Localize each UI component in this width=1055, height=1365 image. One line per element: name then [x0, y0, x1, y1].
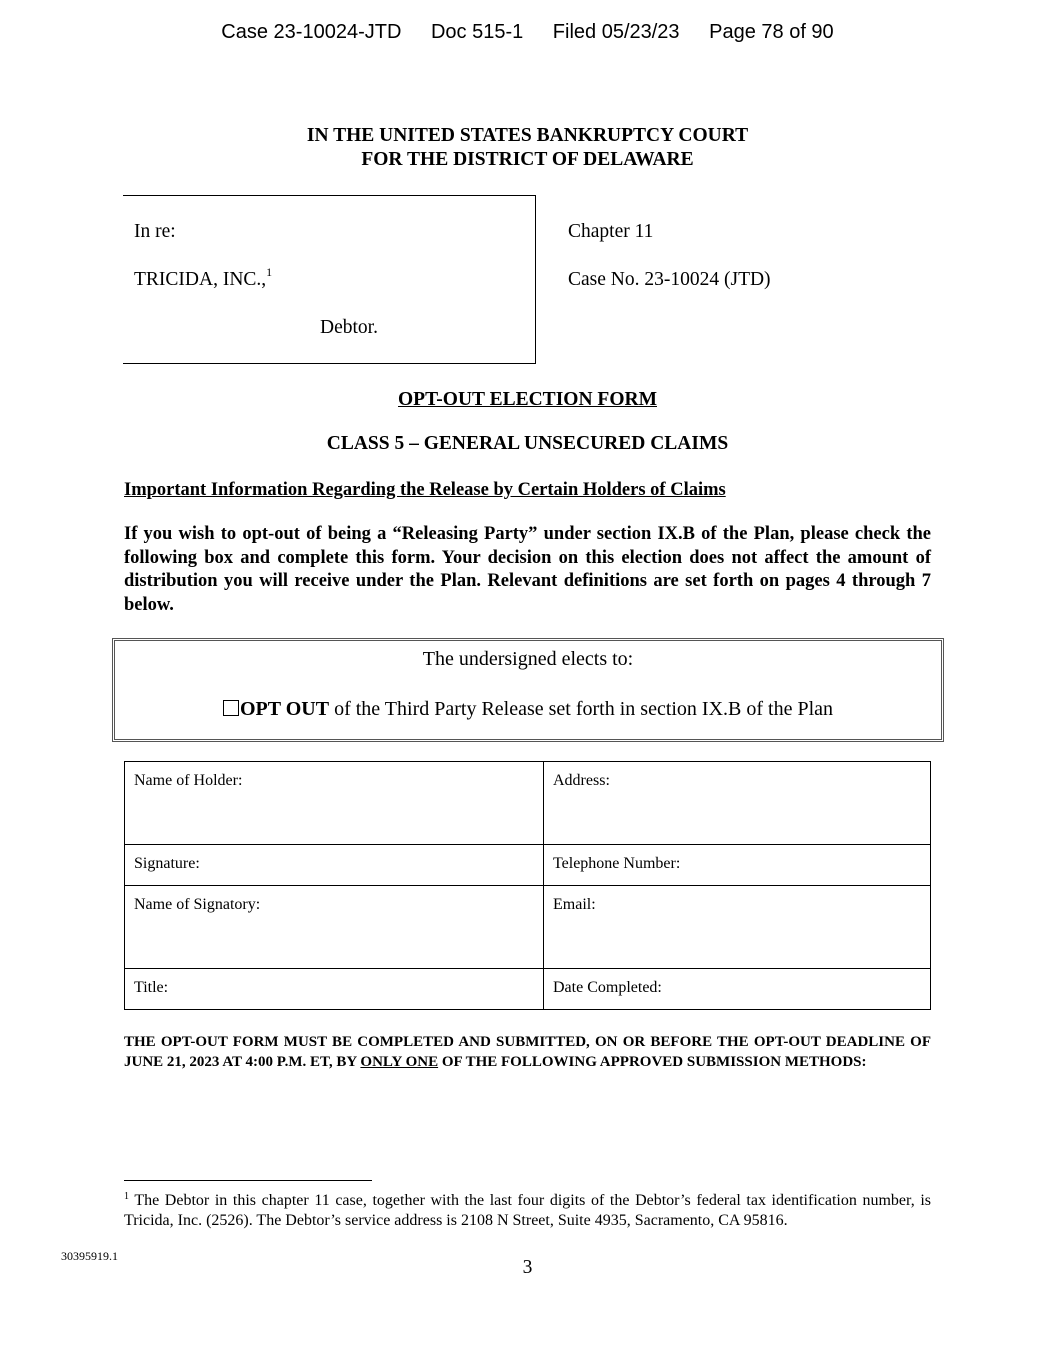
opt-out-option[interactable] — [115, 696, 941, 722]
opt-out-bold: OPT OUT — [239, 698, 330, 720]
case-no-label: Case No. 23-10024 (JTD) — [568, 269, 771, 290]
name-of-holder-field[interactable]: Name of Holder: — [125, 762, 544, 845]
case-number: Case 23-10024-JTD — [221, 21, 402, 43]
signature-field[interactable]: Signature: — [125, 845, 544, 886]
doc-number: Doc 515-1 — [430, 21, 524, 43]
case-header — [0, 19, 1055, 45]
page-of: Page 78 of 90 — [709, 21, 834, 43]
opt-out-checkbox[interactable] — [223, 700, 239, 716]
debtor-label: Debtor. — [320, 317, 378, 338]
election-heading: The undersigned elects to: — [422, 648, 634, 670]
form-title: OPT-OUT ELECTION FORM — [398, 389, 657, 410]
document-id: 30395919.1 — [61, 1249, 118, 1263]
chapter-label: Chapter 11 — [568, 221, 654, 242]
telephone-field[interactable]: Telephone Number: — [544, 845, 931, 886]
address-field[interactable]: Address: — [544, 762, 931, 845]
filed-date: Filed 05/23/23 — [552, 21, 680, 43]
date-completed-field[interactable]: Date Completed: — [544, 969, 931, 1010]
email-field[interactable]: Email: — [544, 886, 931, 969]
name-of-signatory-field[interactable]: Name of Signatory: — [125, 886, 544, 969]
page-number: 3 — [522, 1257, 533, 1278]
court-name-line2: FOR THE DISTRICT OF DELAWARE — [361, 149, 694, 170]
title-field[interactable]: Title: — [125, 969, 544, 1010]
footnote-divider — [124, 1180, 372, 1181]
important-heading: Important Information Regarding the Release by Certain Holders of Claims — [124, 480, 726, 500]
deadline-notice: THE OPT-OUT FORM MUST BE COMPLETED AND SUBMITTED, ON OR BEFORE THE OPT-OUT DEADLINE OF JUNE 21, 2023 AT 4:00 P.M. ET, BY ONLY ONE OF THE FOLLOWING APPROVED SUBMISSION METHODS: — [124, 1034, 931, 1070]
in-re-label: In re: — [134, 221, 176, 242]
intro-paragraph: If you wish to opt-out of being a “Releasing Party” under section IX.B of the Plan, please check the following box and complete this form. Your decision on this election does not affect the amount of distribution you will receive under the Plan. Relevant definitions are set forth on pages 4 through 7 below. — [124, 524, 931, 615]
debtor-name: TRICIDA, INC.,$^1$ — [134, 265, 273, 290]
holder-info-table — [124, 761, 931, 1010]
footnote-ref: 1 — [266, 265, 273, 279]
only-one-emphasis: ONLY ONE — [360, 1054, 439, 1070]
election-box — [112, 638, 944, 742]
opt-out-text: of the Third Party Release set forth in section IX.B of the Plan — [329, 698, 834, 720]
class-title: CLASS 5 – GENERAL UNSECURED CLAIMS — [326, 433, 729, 454]
footnote: $^1$ The Debtor in this chapter 11 case, together with the last four digits of the Debtor’s federal tax identification number, is Tricida, Inc. (2526). The Debtor’s service address is 2108 N Street, Suite 4935, Sacramento, CA 95816. — [124, 1191, 931, 1229]
court-name-line1: IN THE UNITED STATES BANKRUPTCY COURT — [306, 125, 749, 146]
